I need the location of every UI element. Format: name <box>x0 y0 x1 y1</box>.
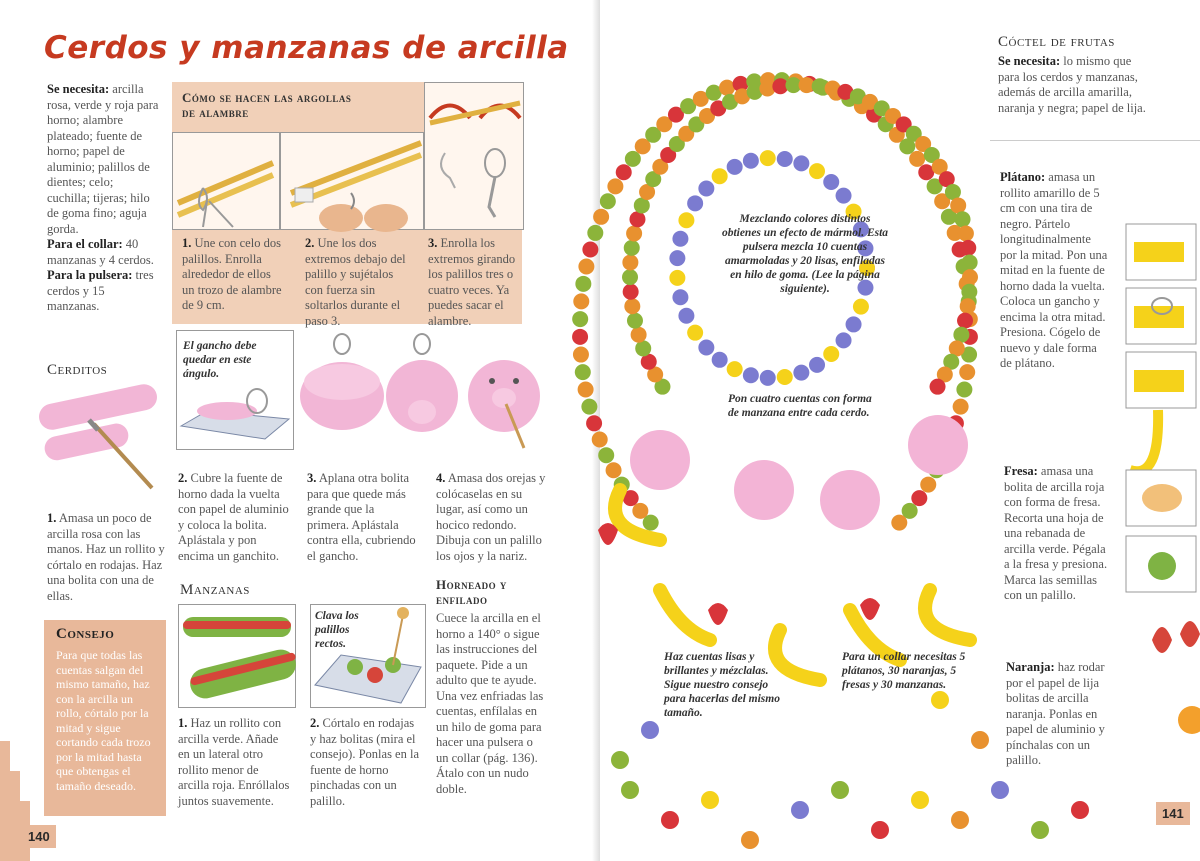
loose-bead <box>991 781 1009 799</box>
argollas-illustration-3 <box>424 82 524 230</box>
middle-necklace-bead <box>635 340 651 356</box>
pulsera-text: tres cerdos y 15 manzanas. <box>47 268 154 313</box>
middle-necklace-bead <box>960 240 976 256</box>
outer-necklace-bead <box>578 382 594 398</box>
outer-necklace-bead <box>586 415 602 431</box>
banana-bead <box>925 590 970 640</box>
bracelet-bead <box>727 159 743 175</box>
page-title: Cerdos y manzanas de arcilla <box>44 30 569 66</box>
bracelet-bead <box>727 361 743 377</box>
loose-bead <box>661 811 679 829</box>
wire-loop-icon <box>425 83 523 229</box>
clava-caption: Clava los palillos rectos. <box>315 610 359 650</box>
bracelet-bead <box>793 155 809 171</box>
bracelet-bead <box>669 250 685 266</box>
middle-necklace-bead <box>962 254 978 270</box>
manzanas-step-2: 2. Córtalo en rodajas y haz bolitas (mira el consejo). Ponlas en la fuente de horno pinchadas con un palillo. <box>310 716 420 808</box>
manzanas-step-1: 1. Haz un rollito con arcilla verde. Añade en un lateral otro rollito menor de arcilla roja. Enróllalos juntos suavemente. <box>178 716 290 808</box>
outer-necklace-bead <box>575 276 591 292</box>
outer-necklace-bead <box>909 151 925 167</box>
outer-necklace-bead <box>959 364 975 380</box>
platano-text: Plátano: amasa un rollito amarillo de 5 cm con una tira de negro. Pártelo longitudinalmente por la mitad. Pon una mitad en la fuente de horno dada la vuelta. Coloca un gancho y encima la otra mitad. Presiona. Cógelo de nuevo y dale forma de plátano. <box>1000 170 1108 370</box>
outer-necklace-bead <box>616 164 632 180</box>
bracelet-bead <box>823 346 839 362</box>
bracelet-bead <box>669 270 685 286</box>
outer-necklace-bead <box>587 225 603 241</box>
palillos-hands-icon <box>281 133 423 229</box>
pig-steps-icon <box>292 336 542 456</box>
needs-label: Se necesita: <box>47 82 110 96</box>
consejo-title: Consejo <box>56 626 115 642</box>
page-number: 141 <box>1156 802 1190 825</box>
loose-bead <box>641 721 659 739</box>
bracelet-bead <box>760 370 776 386</box>
collar-label: Para el collar: <box>47 237 123 251</box>
outer-necklace-bead <box>953 399 969 415</box>
materials-list <box>47 82 159 315</box>
marmol-caption: Mezclando colores distintos obtienes un efecto de mármol. Esta pulsera mezcla 10 cuentas amarmoladas y 20 lisas, enfiladas en hilo de goma. (Lee la página siguiente). <box>721 213 889 295</box>
loose-bead <box>791 801 809 819</box>
outer-necklace-bead <box>592 432 608 448</box>
page-number: 140 <box>22 825 56 848</box>
loose-bead <box>701 791 719 809</box>
outer-necklace-bead <box>575 364 591 380</box>
bracelet-bead <box>777 369 793 385</box>
outer-necklace-bead <box>956 382 972 398</box>
middle-necklace-bead <box>930 379 946 395</box>
outer-necklace-bead <box>593 209 609 225</box>
manzanas-title: Manzanas <box>180 582 250 598</box>
naranja-text: Naranja: haz rodar por el papel de lija bolitas de arcilla naranja. Ponlas en papel de aluminio y pínchalas con un palillo. <box>1006 660 1105 767</box>
middle-necklace-bead <box>960 298 976 314</box>
fresa-text: Fresa: amasa una bolita de arcilla roja con forma de fresa. Recorta una hoja de una rebanada de arcilla verde. Pégala a la fresa y presiona. Marca las semillas con un palillo. <box>1004 464 1108 602</box>
outer-necklace-bead <box>572 329 588 345</box>
bracelet-bead <box>698 180 714 196</box>
bracelet-bead <box>712 168 728 184</box>
loose-bead <box>971 731 989 749</box>
bracelet-bead <box>687 325 703 341</box>
coctel-materials: Se necesita: lo mismo que para los cerdos y manzanas, además de arcilla amarilla, naranja y negra; papel de lija. <box>998 54 1146 115</box>
consejo-box <box>44 620 166 816</box>
bracelet-bead <box>777 151 793 167</box>
loose-bead <box>1031 821 1049 839</box>
outer-necklace-bead <box>578 259 594 275</box>
argollas-illustration-2 <box>280 132 424 230</box>
argollas-title: Cómo se hacen las argollas de alambre <box>182 90 352 120</box>
outer-necklace-bead <box>911 490 927 506</box>
bracelet-bead <box>836 332 852 348</box>
foil-tray-icon <box>177 331 293 449</box>
outer-necklace-bead <box>581 399 597 415</box>
loose-bead <box>951 811 969 829</box>
pig-bead <box>630 430 690 490</box>
bracelet-bead <box>672 289 688 305</box>
horneado-title: Horneado y enfilado <box>436 577 507 607</box>
middle-necklace-bead <box>622 254 638 270</box>
outer-necklace-bead <box>891 515 907 531</box>
pulsera-label: Para la pulsera: <box>47 268 133 282</box>
loose-bead <box>741 831 759 849</box>
cerditos-step-3: 3. Aplana otra bolita para que quede más grande que la primera. Aplástala contra ella, cubriendo el gancho. <box>307 471 416 563</box>
clay-roll-icon <box>34 384 164 494</box>
outer-necklace-bead <box>920 477 936 493</box>
outer-necklace-bead <box>598 447 614 463</box>
bracelet-bead <box>698 340 714 356</box>
bracelet-bead <box>672 231 688 247</box>
middle-necklace-bead <box>958 225 974 241</box>
coctel-title: Cóctel de frutas <box>998 34 1115 50</box>
middle-necklace-bead <box>955 211 971 227</box>
outer-necklace-bead <box>600 193 616 209</box>
strawberry-bead <box>860 598 880 620</box>
bracelet-bead <box>793 365 809 381</box>
green-roll-icon <box>179 605 295 707</box>
bracelet-bead <box>809 357 825 373</box>
middle-necklace-bead <box>953 327 969 343</box>
middle-necklace-bead <box>622 269 638 285</box>
loose-bead <box>621 781 639 799</box>
argollas-illustration-1 <box>172 132 280 230</box>
pig-bead <box>820 470 880 530</box>
manzanas-illustration-1 <box>178 604 296 708</box>
pig-bead <box>734 460 794 520</box>
manzana-caption: Pon cuatro cuentas con forma de manzana entre cada cerdo. <box>728 393 872 419</box>
bracelet-bead <box>687 195 703 211</box>
fruit-step-icons <box>1122 220 1200 740</box>
middle-necklace-bead <box>629 211 645 227</box>
collar-caption: Para un collar necesitas 5 plátanos, 30 naranjas, 5 fresas y 30 manzanas. <box>842 651 966 691</box>
loose-bead <box>931 691 949 709</box>
loose-bead <box>911 791 929 809</box>
middle-necklace-bead <box>624 240 640 256</box>
argollas-step-1: 1. Une con celo dos palillos. Enrolla alrededor de ellos un trozo de alambre de 9 cm. <box>182 236 282 312</box>
argollas-step-2: 2. Une los dos extremos debajo del palillo y sujétalos con fuerza sin soltarlos durante el paso 3. <box>305 236 406 328</box>
gancho-illustration <box>176 330 294 450</box>
outer-necklace-bead <box>632 503 648 519</box>
cerditos-title: Cerditos <box>47 362 108 378</box>
lisas-caption: Haz cuentas lisas y brillantes y mézclalas. Sigue nuestro consejo para hacerlas del mismo tamaño. <box>664 651 780 719</box>
bracelet-bead <box>853 299 869 315</box>
middle-necklace-bead <box>623 284 639 300</box>
apple-tray-icon <box>311 605 425 707</box>
loose-bead <box>611 751 629 769</box>
loose-bead <box>831 781 849 799</box>
bracelet-bead <box>846 316 862 332</box>
middle-necklace-bead <box>962 269 978 285</box>
bracelet-bead <box>836 188 852 204</box>
horneado-text: Cuece la arcilla en el horno a 140° o sigue las instrucciones del paquete. Pide a un adulto que te ayude. Una vez enfriadas las cuentas, enfílalas en un hilo de goma para hacer una pulsera o un collar (pág. 136). Átalo con un nudo doble. <box>436 611 544 796</box>
outer-necklace-bead <box>582 242 598 258</box>
middle-necklace-bead <box>961 284 977 300</box>
outer-necklace-bead <box>573 293 589 309</box>
pig-bead <box>908 415 968 475</box>
bracelet-bead <box>823 174 839 190</box>
collar-text: 40 manzanas y 4 cerdos. <box>47 237 154 267</box>
argollas-step-3: 3. Enrolla los extremos girando los palillos tres o cuatro veces. Ya puedes sacar el alambre. <box>428 236 516 328</box>
outer-necklace-bead <box>606 462 622 478</box>
cerditos-step-2: 2. Cubre la fuente de horno dada la vuelta con papel de aluminio y coloca la bolita. Aplástala y pon encima un ganchito. <box>178 471 289 563</box>
outer-necklace-bead <box>573 347 589 363</box>
bracelet-bead <box>743 153 759 169</box>
bracelet-bead <box>678 308 694 324</box>
bracelet-bead <box>743 367 759 383</box>
middle-necklace-bead <box>631 327 647 343</box>
middle-necklace-bead <box>626 225 642 241</box>
banana-bead <box>660 590 710 640</box>
outer-necklace-bead <box>719 80 735 96</box>
outer-necklace-bead <box>607 178 623 194</box>
middle-necklace-bead <box>950 197 966 213</box>
middle-necklace-bead <box>624 298 640 314</box>
bracelet-bead <box>678 212 694 228</box>
gancho-caption: El gancho debe quedar en este ángulo. <box>183 340 257 380</box>
outer-necklace-bead <box>625 151 641 167</box>
needs-text: arcilla rosa, verde y roja para horno; alambre plateado; fuente de horno; papel de aluminio; palillos de dientes; celo; cuchilla; tijeras; hilo de goma fino; aguja gorda. <box>47 82 159 236</box>
manzanas-illustration-2 <box>310 604 426 708</box>
outer-necklace-bead <box>572 311 588 327</box>
bracelet-bead <box>809 163 825 179</box>
cerditos-step-1: 1. Amasa un poco de arcilla rosa con las manos. Haz un rollito y córtalo en rodajas. Haz una bolita con una de ellas. <box>47 511 165 603</box>
right-page <box>600 0 1200 861</box>
bracelet-bead <box>760 150 776 166</box>
cerditos-step-4: 4. Amasa dos orejas y colócaselas en su lugar, así como un hocico redondo. Dibuja con un palillo los ojos y la nariz. <box>436 471 546 563</box>
loose-bead <box>1071 801 1089 819</box>
middle-necklace-bead <box>627 313 643 329</box>
palillos-icon <box>173 133 279 229</box>
loose-bead <box>871 821 889 839</box>
middle-necklace-bead <box>957 313 973 329</box>
bracelet-bead <box>712 352 728 368</box>
consejo-text: Para que todas las cuentas salgan del mismo tamaño, haz con la arcilla un rollo, córtalo por la mitad y sigue cortando cada trozo por la mitad hasta que obtengas el tamaño deseado. <box>56 648 151 793</box>
strawberry-bead <box>708 603 728 625</box>
